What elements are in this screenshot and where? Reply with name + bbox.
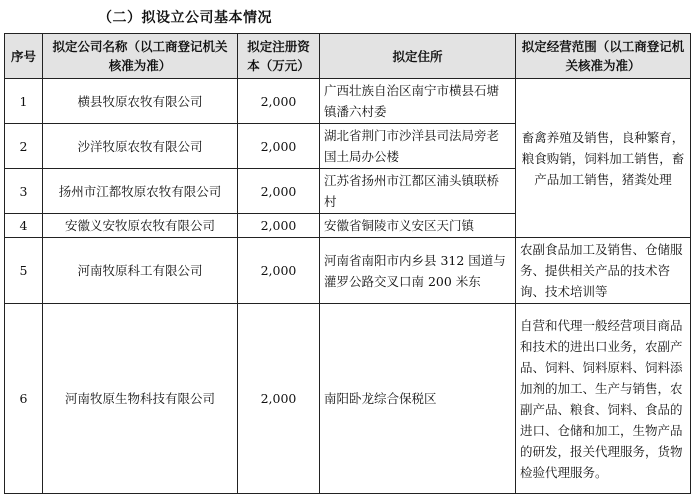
row-address: 广西壮族自治区南宁市横县石塘镇潘六村委 [320,79,516,124]
row-capital: 2,000 [238,169,320,214]
row-no: 6 [5,304,43,494]
row-no: 2 [5,124,43,169]
row-address: 安徽省铜陵市义安区天门镇 [320,214,516,238]
header-name: 拟定公司名称（以工商登记机关核准为准） [43,34,238,79]
row-address: 南阳卧龙综合保税区 [320,304,516,494]
row-business-scope: 自营和代理一般经营项目商品和技术的进出口业务，农副产品、饲料、饲料原料、饲料添加剂的加工、生产与销售，农副产品、粮食、饲料、食品的进口、仓储和加工，生物产品的研发，报关代理服务，货物检验代理服务。 [516,304,691,494]
row-company-name: 横县牧原农牧有限公司 [43,79,238,124]
header-address: 拟定住所 [320,34,516,79]
table-row [5,304,691,494]
header-no: 序号 [5,34,43,79]
header-row [5,34,691,79]
row-company-name: 扬州市江都牧原农牧有限公司 [43,169,238,214]
row-company-name: 沙洋牧原农牧有限公司 [43,124,238,169]
header-capital: 拟定注册资本（万元） [238,34,320,79]
row-business-scope: 农副食品加工及销售、仓储服务、提供相关产品的技术咨询、技术培训等 [516,238,691,304]
row-no: 5 [5,238,43,304]
row-company-name: 河南牧原科工有限公司 [43,238,238,304]
row-address: 河南省南阳市内乡县 312 国道与灌罗公路交叉口南 200 米东 [320,238,516,304]
table-row [5,238,691,304]
section-title: （二）拟设立公司基本情况 [98,10,272,26]
row-address: 湖北省荆门市沙洋县司法局旁老国土局办公楼 [320,124,516,169]
row-capital: 2,000 [238,304,320,494]
row-no: 4 [5,214,43,238]
shared-business-scope: 畜禽养殖及销售，良种繁育，粮食购销，饲料加工销售，畜产品加工销售，猪粪处理 [516,79,691,238]
row-address: 江苏省扬州市江都区浦头镇联桥村 [320,169,516,214]
row-no: 1 [5,79,43,124]
row-capital: 2,000 [238,214,320,238]
company-info-table [4,33,691,494]
header-scope: 拟定经营范围（以工商登记机关核准为准） [516,34,691,79]
row-capital: 2,000 [238,238,320,304]
row-company-name: 河南牧原生物科技有限公司 [43,304,238,494]
row-no: 3 [5,169,43,214]
row-company-name: 安徽义安牧原农牧有限公司 [43,214,238,238]
row-capital: 2,000 [238,124,320,169]
table-row [5,79,691,124]
row-capital: 2,000 [238,79,320,124]
